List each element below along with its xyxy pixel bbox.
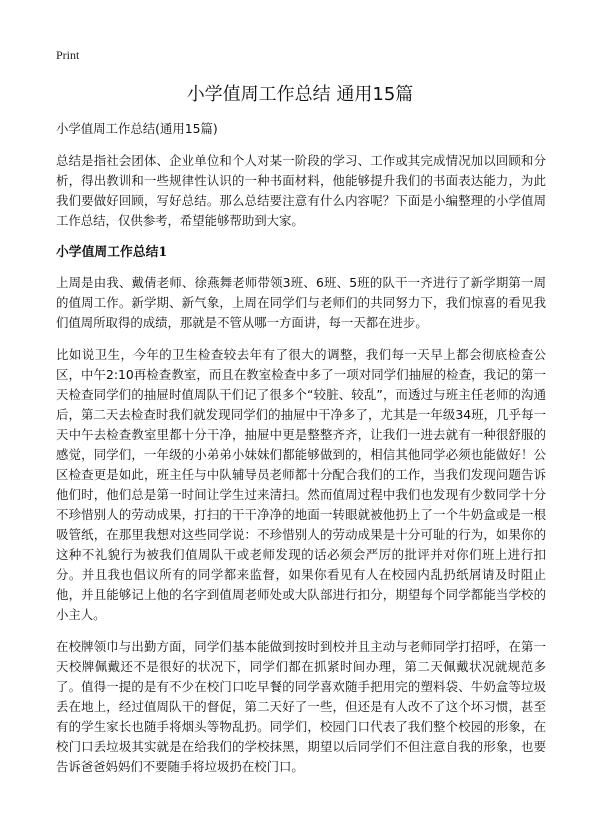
print-link[interactable]: Print (56, 48, 80, 62)
document-body (56, 119, 546, 789)
body-paragraph-1: 上周是由我、戴倩老师、徐燕舞老师带领3班、6班、5班的队干一齐进行了新学期第一周的值周工作。新学期、新气象，上周在同学们与老师们的共同努力下，我们惊喜的看见我们值周所取得的成绩，那就是不管从哪一方面讲，每一天都在进步。 (56, 275, 546, 330)
page-title: 小学值周工作总结 通用15篇 (186, 84, 414, 105)
body-paragraph-2: 比如说卫生，今年的卫生检查较去年有了很大的调整，我们每一天早上都会彻底检查公区，中午2:10再检查教室，而且在教室检查中多了一项对同学们抽屉的检查，我记的第一天检查同学们的抽屉时值周队干们记了很多个“较脏、较乱”，而透过与班主任老师的沟通后，第二天去检查时我们就发现同学们的抽屉中干净多了，尤其是一年级34班，几乎每一天中午去检查教室里都十分干净，抽屉中更是整整齐齐，让我们一进去就有一种很舒服的感觉，同学们，一年级的小弟弟小妹妹们都能够做到的，相信其他同学必须也能做好！公区检查更是如此，班主任与中队辅导员老师都十分配合我们的工作，当我们发现问题告诉他们时，他们总是第一时间让学生过来清扫。然而值周过程中我们也发现有少数同学十分不珍惜别人的劳动成果，打扫的干干净净的地面一转眼就被他扔上了一个牛奶盒或是一根吸管纸，在那里我想对这些同学说：不珍惜别人的劳动成果是十分可耻的行为，如果你的这种不礼貌行为被我们值周队干或老师发现的话必须会严厉的批评并对你们班上进行扣分。并且我也倡议所有的同学都来监督，如果你看见有人在校园内乱扔纸屑请及时阻止他，并且能够记上他的名字到值周老师处或大队部进行扣分，期望每个同学都能当学校的小主人。 (56, 347, 546, 622)
section-heading: 小学值周工作总结1 (56, 245, 168, 260)
body-paragraph-3: 在校牌领巾与出勤方面，同学们基本能做到按时到校并且主动与老师同学打招呼，在第一天校牌佩戴还不是很好的状况下，同学们都在抓紧时间办理，第二天佩戴状况就规范多了。值得一提的是有不少在校门口吃早餐的同学喜欢随手把用完的塑料袋、牛奶盒等垃圾丢在地上，经过值周队干的督促，第二天好了一些，但还是有人改不了这个坏习惯，甚至有的学生家长也随手将烟头等物乱扔。同学们，校园门口代表了我们整个校园的形象，在校门口丢垃圾其实就是在给我们的学校抹黑，期望以后同学们不但注意自我的形象，也要告诉爸爸妈妈们不要随手将垃圾扔在校门口。 (56, 639, 546, 774)
document-subtitle: 小学值周工作总结(通用15篇) (56, 121, 218, 136)
intro-paragraph: 总结是指社会团体、企业单位和个人对某一阶段的学习、工作或其完成情况加以回顾和分析，得出教训和一些规律性认识的一种书面材料，他能够提升我们的书面表达能力，为此我们要做好回顾，写好总结。那么总结要注意有什么内容呢？下面是小编整理的小学值周工作总结，仅供参考，希望能够帮助到大家。 (56, 153, 546, 228)
